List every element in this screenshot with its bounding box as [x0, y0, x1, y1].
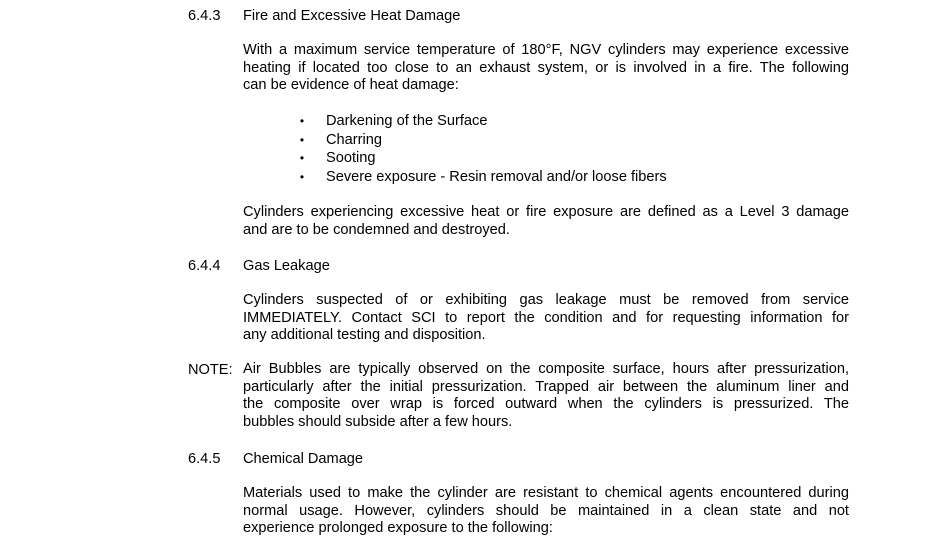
paragraph-line: any additional testing and disposition.: [243, 327, 486, 344]
section-6-4-4-number: 6.4.4: [188, 258, 221, 274]
section-6-4-4-title: Gas Leakage: [243, 258, 330, 274]
paragraph-line: particularly after the initial pressurization. Trapped air between the aluminum liner and: [243, 378, 849, 395]
paragraph-line: normal usage. However, cylinders should be maintained in a clean state and not: [243, 502, 849, 519]
paragraph-line: Air Bubbles are typically observed on the composite surface, hours after pressurization,: [243, 361, 849, 377]
bullet-icon: •: [299, 114, 305, 128]
list-item-text: Darkening of the Surface: [326, 113, 488, 129]
paragraph-line: IMMEDIATELY. Contact SCI to report the condition and for requesting information for: [243, 309, 849, 326]
section-6-4-3-number: 6.4.3: [188, 8, 221, 24]
paragraph-line: and are to be condemned and destroyed.: [243, 221, 510, 238]
list-item-text: Sooting: [326, 150, 376, 167]
heat-damage-intro-paragraph: [243, 42, 849, 95]
paragraph-line: experience prolonged exposure to the following:: [243, 520, 553, 537]
bullet-icon: •: [299, 169, 305, 184]
paragraph-line: bubbles should subside after a few hours.: [243, 413, 513, 430]
paragraph-line: With a maximum service temperature of 180°F, NGV cylinders may experience excessive: [243, 42, 849, 58]
list-item-text: Severe exposure - Resin removal and/or loose fibers: [326, 168, 667, 185]
paragraph-line: the composite over wrap is forced outward when the cylinders is pressurized. The: [243, 396, 849, 413]
list-item-text: Charring: [326, 131, 382, 148]
paragraph-line: heating if located too close to an exhaust system, or is involved in a fire. The following: [243, 59, 849, 76]
paragraph-line: Cylinders experiencing excessive heat or fire exposure are defined as a Level 3 damage: [243, 204, 849, 220]
section-6-4-3-title: Fire and Excessive Heat Damage: [243, 8, 461, 24]
section-6-4-5-title: Chemical Damage: [243, 451, 364, 467]
section-6-4-5-number: 6.4.5: [188, 451, 221, 467]
bullet-icon: •: [299, 151, 305, 166]
paragraph-line: can be evidence of heat damage:: [243, 77, 459, 94]
gas-leakage-paragraph: [243, 292, 849, 345]
chemical-damage-paragraph: [243, 485, 849, 538]
paragraph-line: Cylinders suspected of or exhibiting gas leakage must be removed from service: [243, 292, 849, 308]
note-label: NOTE:: [188, 362, 233, 378]
heat-damage-conclusion-paragraph: [243, 204, 849, 239]
note-paragraph: [243, 361, 849, 431]
paragraph-line: Materials used to make the cylinder are resistant to chemical agents encountered during: [243, 485, 849, 501]
bullet-icon: •: [299, 132, 305, 147]
